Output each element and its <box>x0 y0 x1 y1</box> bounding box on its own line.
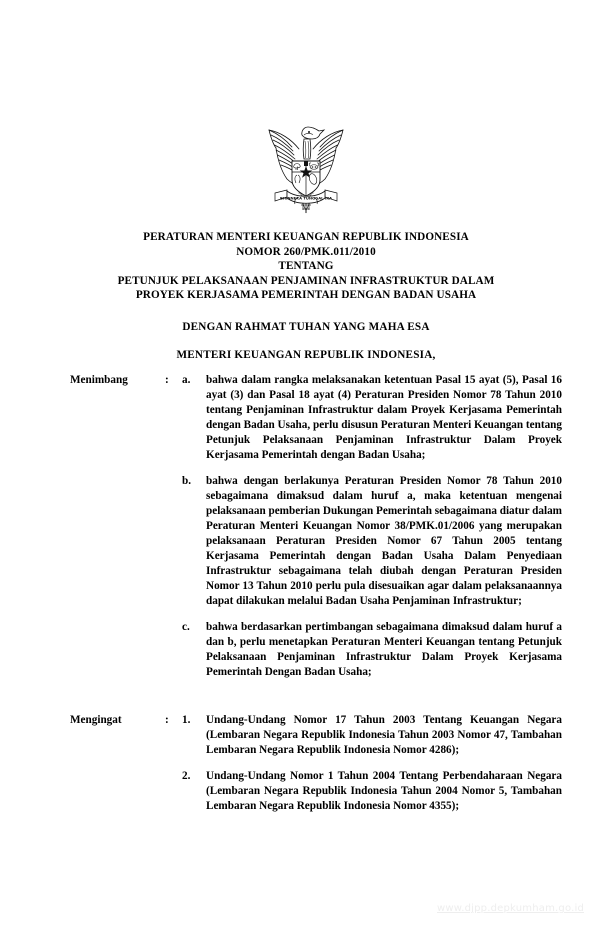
considering-item-c <box>182 620 562 680</box>
title-line-about: TENTANG <box>278 260 334 273</box>
considering-marker-c: c. <box>182 621 190 633</box>
basis-text-1: Undang-Undang Nomor 17 Tahun 2003 Tentang Keuangan Negara (Lembaran Negara Republik Indonesia Tahun 2003 Nomor 47, Tambahan Lembaran Negara Republik Indonesia Nomor 4286); <box>206 714 562 756</box>
basis-colon: : <box>165 714 169 726</box>
basis-text-2: Undang-Undang Nomor 1 Tahun 2004 Tentang Perbendaharaan Negara (Lembaran Negara Republik Indonesia Tahun 2004 Nomor 5, Tambahan Lembaran Negara Republik Indonesia Nomor 4355); <box>206 770 562 812</box>
considering-text-b: bahwa dengan berlakunya Peraturan Presiden Nomor 78 Tahun 2010 sebagaimana dimaksud dalam huruf a, maka ketentuan mengenai pelaksanaan pemberian Dukungan Pemerintah sebagaimana diatur dalam Peraturan Menteri Keuangan Nomor 38/PMK.01/2006 yang merupakan pelaksanaan Peraturan Presiden Nomor 67 Tahun 2005 tentang Kerjasama Pemerintah dengan Badan Usaha Dalam Penyediaan Infrastruktur sebagaimana telah diubah dengan Peraturan Presiden Nomor 13 Tahun 2010 perlu pula disesuaikan agar dalam pelaksanaannya dapat dilakukan melalui Badan Usaha Penjaminan Infrastruktur; <box>206 475 562 607</box>
site-watermark: www.djpp.depkumham.go.id <box>437 903 584 914</box>
basis-item-1 <box>182 713 562 758</box>
basis-marker-1: 1. <box>182 714 191 726</box>
considering-item-a <box>182 373 562 463</box>
title-line-subject-1: PETUNJUK PELAKSANAAN PENJAMINAN INFRASTRUKTUR DALAM <box>117 274 495 287</box>
considering-text-c: bahwa berdasarkan pertimbangan sebagaimana dimaksud dalam huruf a dan b, perlu menetapkan Peraturan Menteri Keuangan tentang Petunjuk Pelaksanaan Penjaminan Infrastruktur Dalam Proyek Kerjasama Pemerintah Dengan Badan Usaha; <box>206 621 562 678</box>
authority-line: MENTERI KEUANGAN REPUBLIK INDONESIA, <box>176 349 436 361</box>
basis-items <box>182 713 562 814</box>
emblem-motto-text: BHINNEKA TUNGGAL IKA <box>279 196 333 201</box>
considering-items <box>182 373 562 680</box>
title-line-regulation: PERATURAN MENTERI KEUANGAN REPUBLIK INDONESIA <box>143 231 469 243</box>
considering-text-a: bahwa dalam rangka melaksanakan ketentuan Pasal 15 ayat (5), Pasal 16 ayat (3) dan Pasal 18 ayat (4) Peraturan Presiden Nomor 78 Tahun 2010 tentang Penjaminan Infrastruktur dalam Proyek Kerjasama Pemerintah dengan Badan Usaha, perlu disusun Peraturan Menteri Keuangan tentang Petunjuk Pelaksanaan Penjaminan Infrastruktur Dalam Proyek Kerjasama Pemerintah dengan Badan Usaha; <box>206 374 562 461</box>
garuda-pancasila-emblem <box>256 118 356 218</box>
considering-item-b <box>182 474 562 609</box>
considering-colon: : <box>165 374 169 386</box>
considering-label: Menimbang <box>70 374 128 386</box>
considering-marker-b: b. <box>182 475 192 487</box>
basis-item-2 <box>182 769 562 814</box>
document-title-block <box>56 230 556 303</box>
title-line-number: NOMOR 260/PMK.011/2010 <box>236 245 376 258</box>
considering-marker-a: a. <box>182 374 191 386</box>
basis-marker-2: 2. <box>182 770 191 782</box>
basis-label: Mengingat <box>70 714 122 726</box>
title-line-subject-2: PROYEK KERJASAMA PEMERINTAH DENGAN BADAN USAHA <box>135 289 477 302</box>
blessing-line: DENGAN RAHMAT TUHAN YANG MAHA ESA <box>182 321 430 333</box>
